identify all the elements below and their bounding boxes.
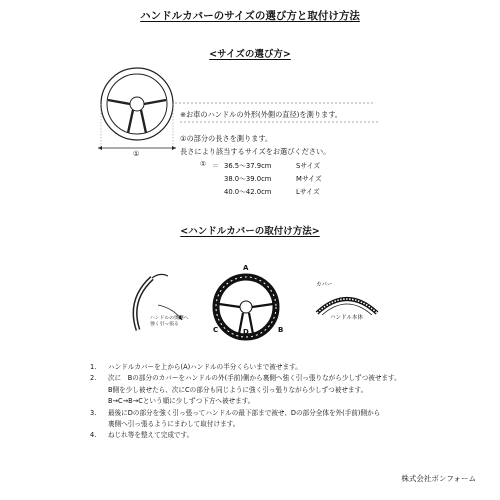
measure-instruction-2: 長さにより該当するサイズをお選びください。	[180, 147, 331, 156]
size-label-s: Sサイズ	[296, 162, 321, 170]
figure-3-label-cover: カバー	[316, 282, 333, 288]
step-text: 裏側へ引っ張るようにまわして取付けます。	[108, 420, 240, 429]
size-marker: ①	[200, 160, 207, 168]
figure-2-label-d: D	[243, 328, 249, 336]
step-text: ハンドルカバーを上から(A)ハンドルの半分くらいまで被せます。	[108, 363, 302, 371]
size-label-l: Lサイズ	[296, 188, 320, 196]
step-text: B側を少し被せたら、次にCの部分も同じように強く引っ張りながら少しずつ被せます。	[108, 385, 368, 394]
figure-2-label-c: C	[213, 326, 219, 334]
measure-note: ※お車のハンドルの外形(外側の直径)を測ります。	[180, 110, 342, 119]
page-title: ハンドルカバーのサイズの選び方と取付け方法	[140, 10, 360, 22]
size-range-l: 40.0〜42.0cm	[224, 188, 272, 196]
figure-2-label-a: A	[243, 264, 249, 272]
step-row	[90, 396, 401, 407]
step-number	[90, 396, 108, 407]
size-label-m: Mサイズ	[296, 175, 322, 183]
figure-1-label: ハンドルの奥側へ 強く引っ張る	[150, 316, 189, 327]
figure-3-label-wheel: ハンドル本体	[330, 315, 364, 321]
measure-instruction-1: ①の部分の長さを測ります。	[180, 134, 273, 143]
size-range-m: 38.0〜39.0cm	[224, 175, 272, 183]
step-number: 3.	[90, 408, 97, 417]
step-row	[90, 385, 401, 396]
note-underline	[180, 120, 380, 124]
step-number: 1.	[90, 363, 97, 371]
size-eq: ＝	[212, 162, 219, 170]
step-row	[90, 362, 401, 373]
size-range-s: 36.5〜37.9cm	[224, 162, 272, 170]
step-number	[90, 419, 108, 430]
install-section-heading: <ハンドルカバーの取付け方法>	[180, 226, 320, 237]
step-row	[90, 408, 401, 419]
steering-wheel-measure-diagram	[92, 64, 182, 154]
figure-2-label-b: B	[278, 326, 284, 334]
step-text: 最後にDの部分を強く引っ張ってハンドルの最下部まで被せ、Dの部分全体を外(手前)側から	[108, 408, 381, 417]
install-figure-1	[118, 270, 208, 340]
step-row	[90, 419, 401, 430]
step-text: B→C→B→Cという順に少しずつ下方へ被せます。	[108, 397, 255, 406]
company-name: 株式会社ボンフォーム	[401, 474, 476, 483]
step-number: 2.	[90, 374, 97, 383]
measure-label: ①	[133, 150, 140, 158]
step-text: 次に Bの部分のカバーをハンドルの外(手前)側から裏側へ強く引っ張りながら少しずつ被せます。	[108, 374, 401, 383]
step-row	[90, 430, 401, 441]
step-row	[90, 373, 401, 384]
guide-dash	[175, 100, 375, 106]
step-number: 4.	[90, 431, 97, 440]
step-number	[90, 385, 108, 396]
install-steps	[90, 362, 401, 442]
step-text: ねじれ等を整えて完成です。	[108, 431, 194, 440]
size-section-heading: <サイズの選び方>	[209, 49, 291, 60]
